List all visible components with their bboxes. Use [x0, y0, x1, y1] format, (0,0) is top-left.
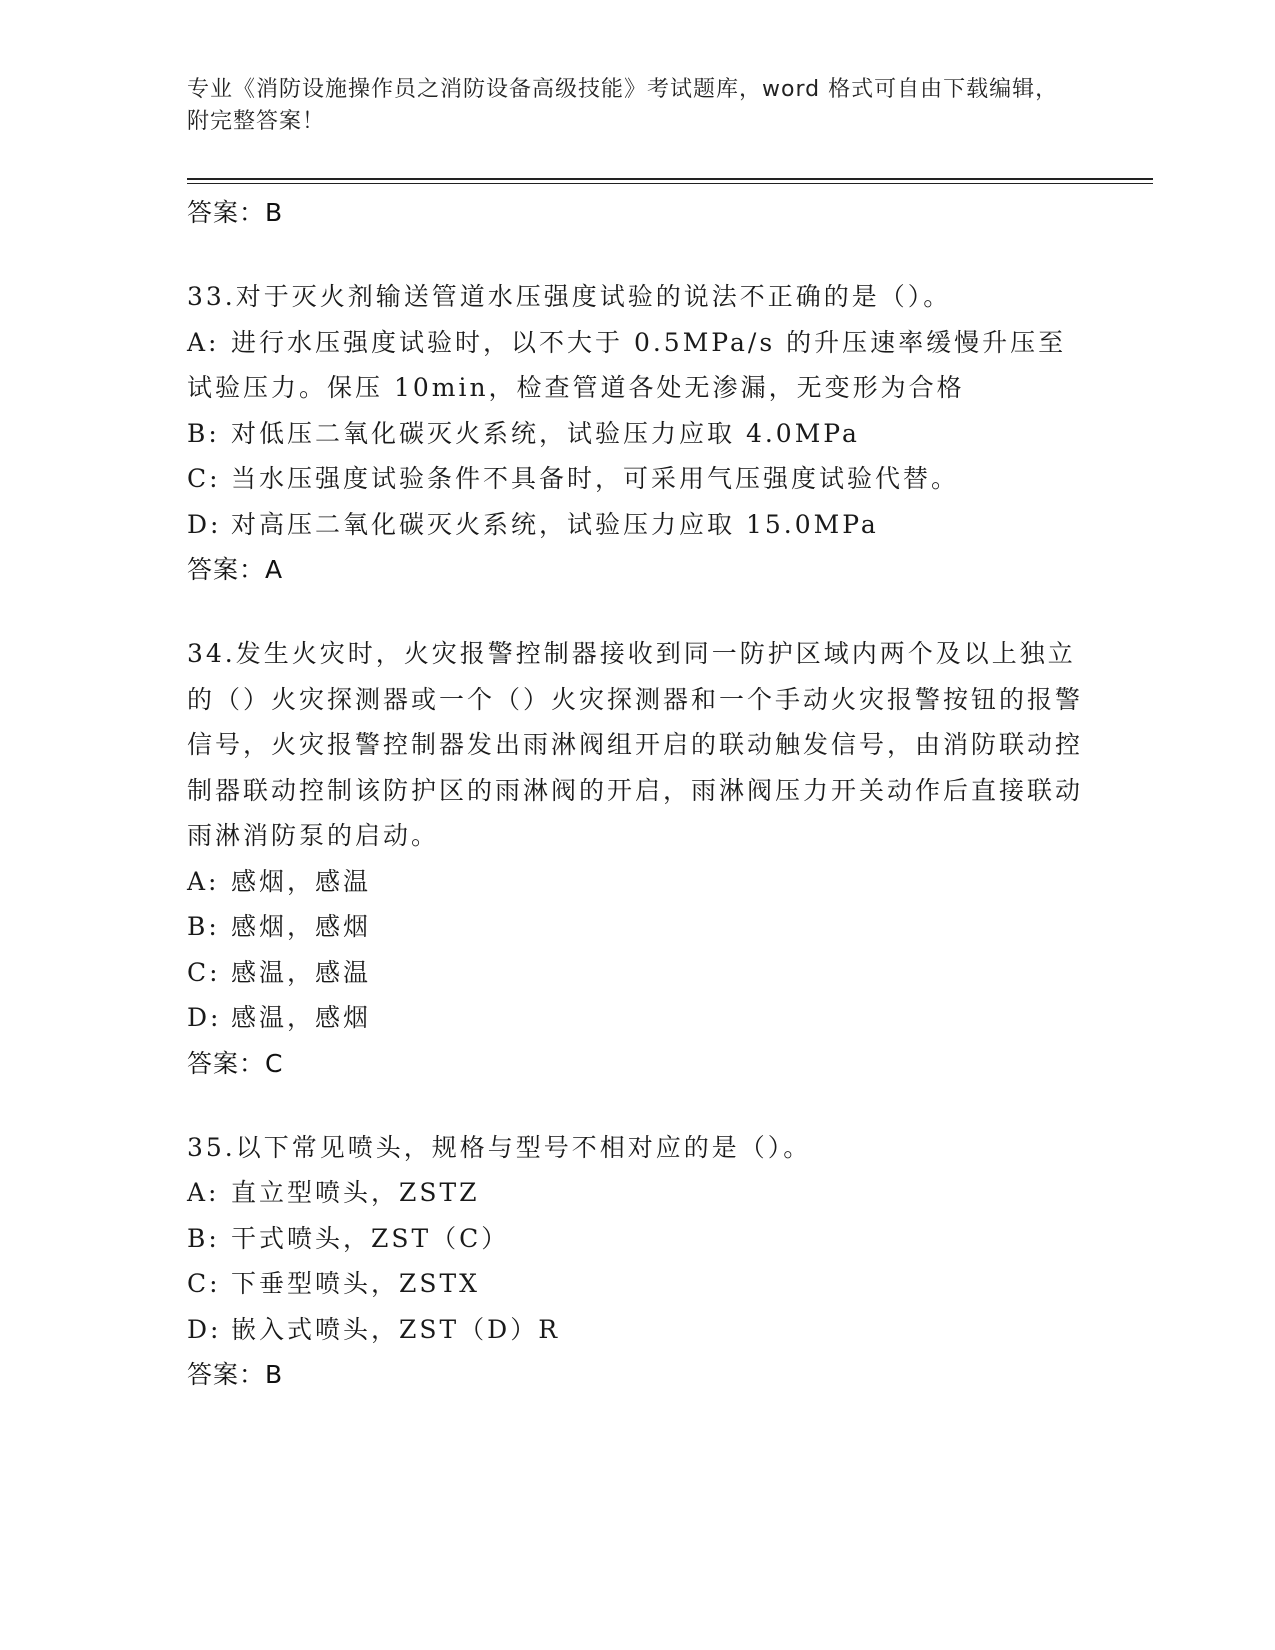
previous-answer: 答案：B: [187, 198, 284, 227]
answer-line: 答案：B: [187, 1360, 284, 1389]
question-33: [187, 274, 1087, 593]
option-d: [187, 502, 1087, 548]
option-c: [187, 950, 1087, 996]
option-text: 对高压二氧化碳灭火系统，试验压力应取 15.0MPa: [231, 509, 879, 539]
question-stem: 34.发生火灾时，火灾报警控制器接收到同一防护区域内两个及以上独立的（）火灾探测器或一个（）火灾探测器和一个手动火灾报警按钮的报警信号，火灾报警控制器发出雨淋阀组开启的联动触发信号，由消防联动控制器联动控制该防护区的雨淋阀的开启，雨淋阀压力开关动作后直接联动雨淋消防泵的启动。: [187, 639, 1084, 850]
answer-line: 答案：C: [187, 1048, 284, 1078]
option-b: [187, 1216, 1087, 1262]
answer-line: 答案：A: [187, 555, 284, 584]
option-text: 下垂型喷头，ZSTX: [231, 1269, 480, 1298]
question-stem: 33.对于灭火剂输送管道水压强度试验的说法不正确的是（）。: [187, 282, 952, 311]
option-text: 进行水压强度试验时，以不大于 0.5MPa/s 的升压速率缓慢升压至试验压力。保压 10min，检查管道各处无渗漏，无变形为合格: [187, 327, 1067, 402]
option-text: 对低压二氧化碳灭火系统，试验压力应取 4.0MPa: [231, 418, 860, 448]
option-label: A:: [187, 327, 220, 357]
option-a: [187, 1170, 1087, 1216]
option-text: 感温，感烟: [231, 1003, 372, 1032]
option-text: 嵌入式喷头，ZST（D）R: [231, 1314, 561, 1344]
option-text: 当水压强度试验条件不具备时，可采用气压强度试验代替。: [231, 464, 960, 493]
option-text: 直立型喷头，ZSTZ: [231, 1178, 480, 1207]
option-a: [187, 320, 1087, 411]
question-34: [187, 631, 1087, 1087]
question-stem: 35.以下常见喷头，规格与型号不相对应的是（）。: [187, 1132, 812, 1162]
option-label: A:: [187, 1178, 220, 1207]
option-text: 感烟，感温: [231, 866, 372, 896]
option-c: [187, 1261, 1087, 1307]
option-text: 干式喷头，ZST（C）: [231, 1223, 510, 1253]
option-text: 感温，感温: [231, 957, 372, 987]
option-label: A:: [187, 866, 220, 896]
option-label: D:: [187, 1314, 222, 1344]
option-a: [187, 859, 1087, 905]
option-text: 感烟，感烟: [231, 912, 372, 941]
option-d: [187, 995, 1087, 1041]
option-b: [187, 411, 1087, 457]
option-label: D:: [187, 509, 222, 539]
page-header: 专业《消防设施操作员之消防设备高级技能》考试题库，word 格式可自由下载编辑，附完整答案！: [187, 77, 1059, 134]
option-label: B:: [187, 418, 220, 448]
option-label: D:: [187, 1003, 222, 1032]
header-rule: [187, 178, 1153, 184]
option-c: [187, 456, 1087, 502]
question-35: [187, 1125, 1087, 1399]
option-label: C:: [187, 464, 221, 493]
option-label: C:: [187, 957, 221, 987]
document-body: [187, 190, 1087, 1398]
option-b: [187, 904, 1087, 950]
option-label: C:: [187, 1269, 221, 1298]
option-label: B:: [187, 912, 220, 941]
option-d: [187, 1307, 1087, 1353]
option-label: B:: [187, 1223, 220, 1253]
